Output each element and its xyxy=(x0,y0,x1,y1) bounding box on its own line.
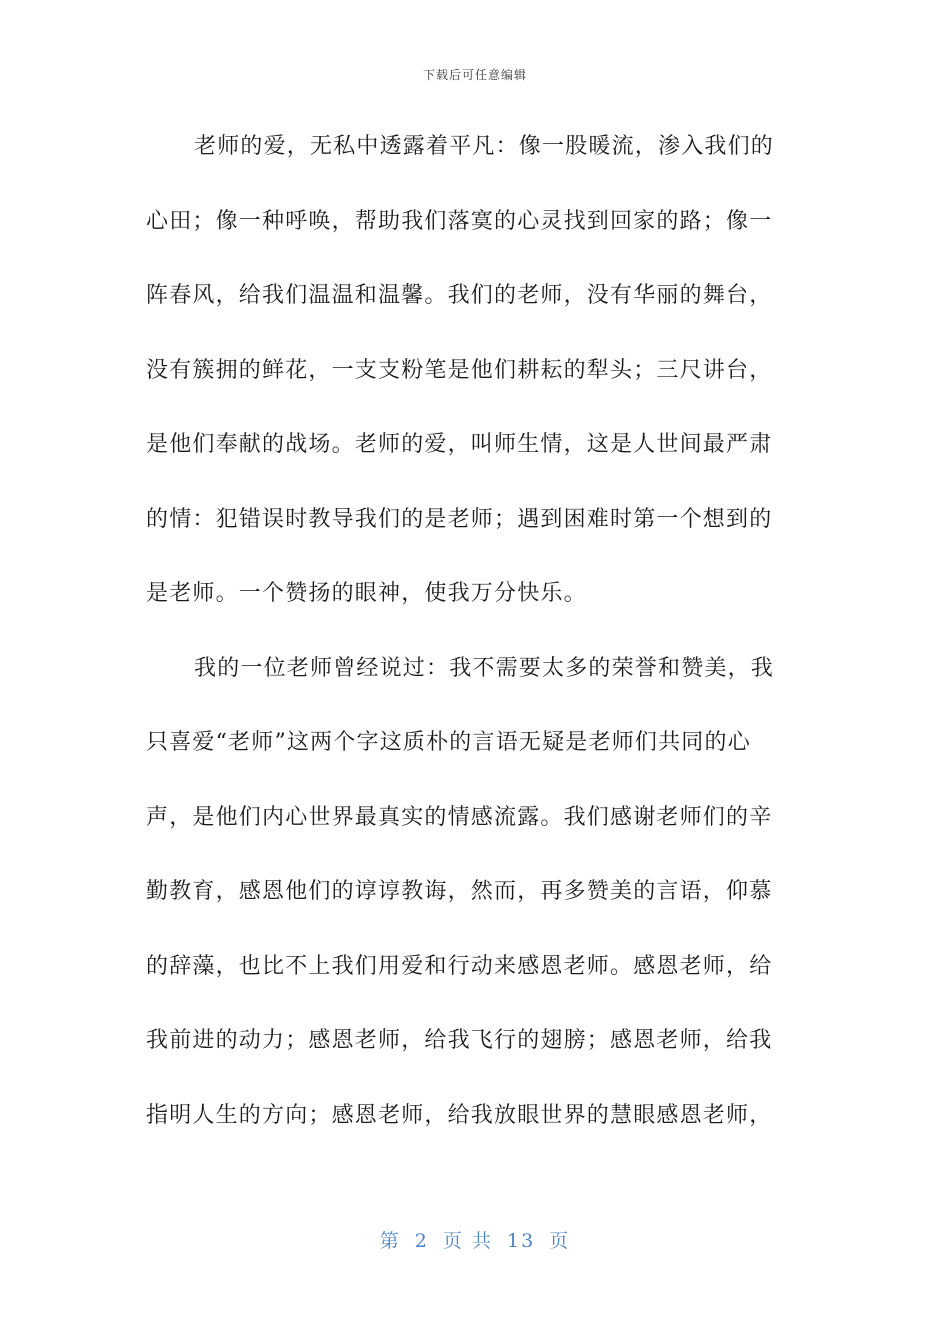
footer-prefix: 第 xyxy=(379,1230,401,1252)
paragraph-2-line-3: 声，是他们内心世界最真实的情感流露。我们感谢老师们的辛 xyxy=(146,804,773,830)
paragraph-1-line-5: 是他们奉献的战场。老师的爱，叫师生情，这是人世间最严肃 xyxy=(146,432,773,457)
paragraph-2-line-5: 的辞藻，也比不上我们用爱和行动来感恩老师。感恩老师，给 xyxy=(146,953,773,979)
current-page-number: 2 xyxy=(414,1230,429,1252)
footer-middle: 页 共 xyxy=(442,1230,493,1252)
paragraph-2-line-7: 指明人生的方向；感恩老师，给我放眼世界的慧眼感恩老师， xyxy=(146,1102,773,1128)
paragraph-2-line-4: 勤教育，感恩他们的谆谆教诲，然而，再多赞美的言语，仰慕 xyxy=(146,879,773,904)
paragraph-2-line-1: 我的一位老师曾经说过：我不需要太多的荣誉和赞美，我 xyxy=(194,655,775,681)
page-header: 下载后可任意编辑 xyxy=(422,68,527,82)
paragraph-2-line-2: 只喜爱“老师”这两个字这质朴的言语无疑是老师们共同的心 xyxy=(146,730,751,755)
document-body xyxy=(146,110,796,1153)
paragraph-1-line-2: 心田；像一种呼唤，帮助我们落寞的心灵找到回家的路；像一 xyxy=(146,208,773,234)
paragraph-1-line-4: 没有簇拥的鲜花，一支支粉笔是他们耕耘的犁头；三尺讲台， xyxy=(146,357,773,383)
page-number-footer xyxy=(0,1226,950,1253)
paragraph-1-line-6: 的情：犯错误时教导我们的是老师；遇到困难时第一个想到的 xyxy=(146,506,773,532)
footer-suffix: 页 xyxy=(549,1230,571,1252)
paragraph-1-line-3: 阵春风，给我们温温和温馨。我们的老师，没有华丽的舞台， xyxy=(146,283,773,308)
paragraph-1-line-7: 是老师。一个赞扬的眼神，使我万分快乐。 xyxy=(146,581,587,606)
paragraph-2-line-6: 我前进的动力；感恩老师，给我飞行的翅膀；感恩老师，给我 xyxy=(146,1028,773,1053)
total-page-count: 13 xyxy=(507,1230,536,1252)
paragraph-1-line-1: 老师的爱，无私中透露着平凡：像一股暖流，渗入我们的 xyxy=(194,134,775,159)
